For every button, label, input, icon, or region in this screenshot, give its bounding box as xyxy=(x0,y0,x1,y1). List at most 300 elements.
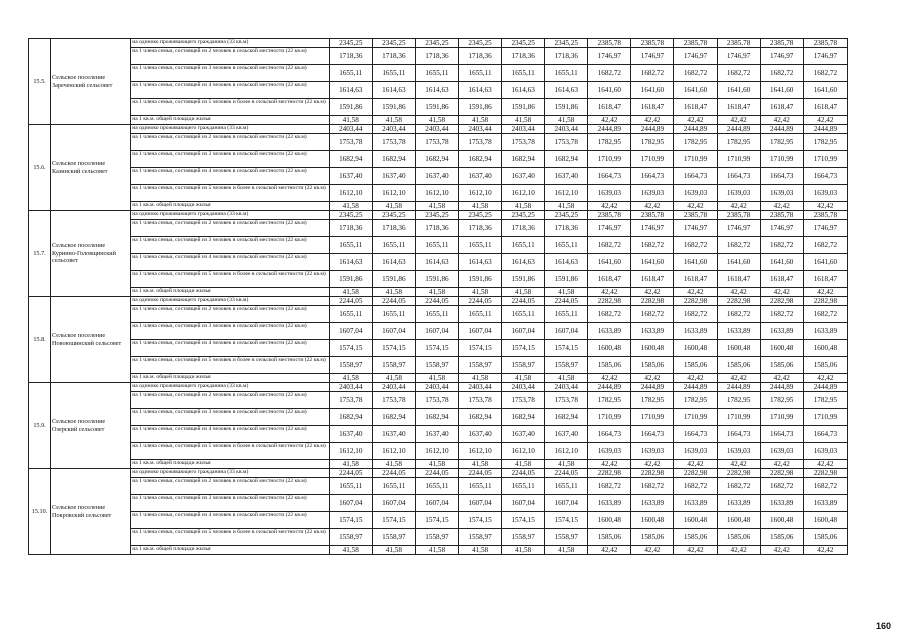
value-cell: 2244,05 xyxy=(502,297,545,306)
value-cell: 2244,05 xyxy=(459,469,502,478)
value-cell: 42,42 xyxy=(760,374,803,383)
value-cell: 1682,94 xyxy=(372,151,415,168)
value-cell: 1664,73 xyxy=(717,168,760,185)
value-cell: 42,42 xyxy=(674,288,717,297)
value-cell: 1600,48 xyxy=(803,340,847,357)
value-cell: 1607,04 xyxy=(372,495,415,512)
value-cell: 2282,98 xyxy=(631,297,674,306)
value-cell: 42,42 xyxy=(803,202,847,211)
value-cell: 1600,48 xyxy=(717,340,760,357)
settlement-name: Сельское поселение Зареченский сельсовет xyxy=(51,39,131,125)
value-cell: 1614,63 xyxy=(459,254,502,271)
value-cell: 1633,89 xyxy=(803,323,847,340)
value-cell: 1782,95 xyxy=(674,134,717,151)
value-cell: 41,58 xyxy=(329,116,372,125)
value-cell: 42,42 xyxy=(760,288,803,297)
value-cell: 2444,89 xyxy=(803,383,847,392)
value-cell: 1618,47 xyxy=(760,99,803,116)
value-cell: 1607,04 xyxy=(502,495,545,512)
value-cell: 1682,94 xyxy=(502,151,545,168)
value-cell: 1614,63 xyxy=(329,254,372,271)
value-cell: 1585,06 xyxy=(674,357,717,374)
value-cell: 1639,03 xyxy=(717,185,760,202)
value-cell: 1558,97 xyxy=(545,357,588,374)
value-cell: 1718,36 xyxy=(372,48,415,65)
value-cell: 1655,11 xyxy=(502,237,545,254)
value-cell: 1585,06 xyxy=(631,357,674,374)
value-cell: 1558,97 xyxy=(459,529,502,546)
value-cell: 1682,72 xyxy=(717,237,760,254)
value-cell: 1585,06 xyxy=(631,529,674,546)
table-row xyxy=(29,168,848,185)
table-row xyxy=(29,202,848,211)
value-cell: 42,42 xyxy=(760,116,803,125)
value-cell: 1591,86 xyxy=(459,271,502,288)
value-cell: 1682,72 xyxy=(803,306,847,323)
value-cell: 1639,03 xyxy=(588,443,631,460)
value-cell: 1655,11 xyxy=(372,65,415,82)
value-cell: 2444,89 xyxy=(717,125,760,134)
value-cell: 1753,78 xyxy=(372,134,415,151)
value-cell: 1710,99 xyxy=(631,151,674,168)
value-cell: 42,42 xyxy=(588,116,631,125)
value-cell: 1718,36 xyxy=(459,48,502,65)
value-cell: 1710,99 xyxy=(588,151,631,168)
value-cell: 1585,06 xyxy=(803,529,847,546)
value-cell: 2444,89 xyxy=(631,383,674,392)
table-row xyxy=(29,409,848,426)
value-cell: 1746,97 xyxy=(631,220,674,237)
value-cell: 1718,36 xyxy=(545,220,588,237)
value-cell: 1782,95 xyxy=(717,134,760,151)
value-cell: 1718,36 xyxy=(415,220,458,237)
value-cell: 1718,36 xyxy=(329,220,372,237)
value-cell: 1614,63 xyxy=(372,82,415,99)
row-description: на одиноко проживающего гражданина (33 кв.м) xyxy=(131,39,329,48)
value-cell: 1612,10 xyxy=(329,443,372,460)
value-cell: 1710,99 xyxy=(674,409,717,426)
table-body xyxy=(29,39,848,555)
value-cell: 1655,11 xyxy=(545,237,588,254)
value-cell: 2444,89 xyxy=(717,383,760,392)
section-number: 15.5. xyxy=(29,39,51,125)
value-cell: 1633,89 xyxy=(631,495,674,512)
value-cell: 2444,89 xyxy=(760,383,803,392)
value-cell: 1710,99 xyxy=(717,409,760,426)
value-cell: 1585,06 xyxy=(760,357,803,374)
value-cell: 42,42 xyxy=(588,202,631,211)
value-cell: 41,58 xyxy=(502,202,545,211)
value-cell: 1682,72 xyxy=(760,478,803,495)
value-cell: 1612,10 xyxy=(459,185,502,202)
table-row xyxy=(29,529,848,546)
value-cell: 1682,72 xyxy=(760,237,803,254)
value-cell: 2345,25 xyxy=(545,39,588,48)
value-cell: 1639,03 xyxy=(674,185,717,202)
value-cell: 1753,78 xyxy=(545,134,588,151)
table-row xyxy=(29,478,848,495)
settlement-name: Сельское поселение Озерский сельсовет xyxy=(51,383,131,469)
table-row xyxy=(29,443,848,460)
table-row xyxy=(29,392,848,409)
value-cell: 2385,78 xyxy=(588,211,631,220)
value-cell: 1641,60 xyxy=(760,254,803,271)
row-description: на 1 члена семьи, состоящей из 2 человек в сельской местности (22 кв.м) xyxy=(131,478,329,495)
section-number: 15.10. xyxy=(29,469,51,555)
value-cell: 2385,78 xyxy=(631,39,674,48)
value-cell: 1641,60 xyxy=(803,82,847,99)
value-cell: 1574,15 xyxy=(329,512,372,529)
value-cell: 1633,89 xyxy=(588,323,631,340)
value-cell: 41,58 xyxy=(415,374,458,383)
value-cell: 42,42 xyxy=(631,288,674,297)
value-cell: 1607,04 xyxy=(329,495,372,512)
value-cell: 1558,97 xyxy=(415,529,458,546)
value-cell: 41,58 xyxy=(459,546,502,555)
value-cell: 1612,10 xyxy=(545,185,588,202)
table-row xyxy=(29,426,848,443)
value-cell: 1655,11 xyxy=(372,478,415,495)
value-cell: 1753,78 xyxy=(459,392,502,409)
row-description: на 1 кв.м. общей площади жилья xyxy=(131,202,329,211)
value-cell: 1633,89 xyxy=(760,323,803,340)
value-cell: 1753,78 xyxy=(415,392,458,409)
table-row xyxy=(29,383,848,392)
value-cell: 41,58 xyxy=(372,202,415,211)
value-cell: 1664,73 xyxy=(631,168,674,185)
value-cell: 1753,78 xyxy=(329,134,372,151)
value-cell: 1664,73 xyxy=(803,426,847,443)
value-cell: 1591,86 xyxy=(545,271,588,288)
value-cell: 1664,73 xyxy=(674,426,717,443)
value-cell: 41,58 xyxy=(545,116,588,125)
row-description: на одиноко проживающего гражданина (33 кв.м) xyxy=(131,297,329,306)
value-cell: 1655,11 xyxy=(329,478,372,495)
value-cell: 2282,98 xyxy=(803,297,847,306)
row-description: на 1 члена семьи, состоящей из 2 человек в сельской местности (22 кв.м) xyxy=(131,220,329,237)
value-cell: 1618,47 xyxy=(803,99,847,116)
value-cell: 42,42 xyxy=(631,374,674,383)
value-cell: 1618,47 xyxy=(631,99,674,116)
row-description: на 1 члена семьи, состоящей из 4 человек в сельской местности (22 кв.м) xyxy=(131,426,329,443)
value-cell: 1746,97 xyxy=(760,220,803,237)
value-cell: 42,42 xyxy=(717,116,760,125)
row-description: на 1 кв.м. общей площади жилья xyxy=(131,116,329,125)
value-cell: 1574,15 xyxy=(545,340,588,357)
value-cell: 1655,11 xyxy=(459,237,502,254)
value-cell: 1753,78 xyxy=(545,392,588,409)
value-cell: 1600,48 xyxy=(588,512,631,529)
value-cell: 2385,78 xyxy=(717,39,760,48)
value-cell: 1682,94 xyxy=(545,409,588,426)
value-cell: 1753,78 xyxy=(502,392,545,409)
value-cell: 1591,86 xyxy=(415,99,458,116)
value-cell: 1746,97 xyxy=(588,220,631,237)
value-cell: 41,58 xyxy=(415,116,458,125)
table-row xyxy=(29,151,848,168)
value-cell: 2345,25 xyxy=(329,39,372,48)
value-cell: 1574,15 xyxy=(329,340,372,357)
value-cell: 42,42 xyxy=(717,288,760,297)
value-cell: 2282,98 xyxy=(588,469,631,478)
value-cell: 41,58 xyxy=(459,460,502,469)
value-cell: 1612,10 xyxy=(502,185,545,202)
value-cell: 1591,86 xyxy=(545,99,588,116)
value-cell: 1614,63 xyxy=(502,254,545,271)
value-cell: 1682,94 xyxy=(372,409,415,426)
value-cell: 1782,95 xyxy=(803,392,847,409)
value-cell: 1633,89 xyxy=(717,323,760,340)
value-cell: 1614,63 xyxy=(545,82,588,99)
value-cell: 41,58 xyxy=(502,546,545,555)
value-cell: 42,42 xyxy=(674,116,717,125)
value-cell: 1682,72 xyxy=(588,478,631,495)
row-description: на одиноко проживающего гражданина (33 кв.м) xyxy=(131,383,329,392)
value-cell: 1710,99 xyxy=(717,151,760,168)
value-cell: 2403,44 xyxy=(329,383,372,392)
value-cell: 42,42 xyxy=(631,202,674,211)
value-cell: 1637,40 xyxy=(502,426,545,443)
value-cell: 1718,36 xyxy=(545,48,588,65)
table-row xyxy=(29,306,848,323)
value-cell: 1682,94 xyxy=(459,151,502,168)
value-cell: 2403,44 xyxy=(415,383,458,392)
table-row xyxy=(29,271,848,288)
value-cell: 1637,40 xyxy=(545,168,588,185)
value-cell: 42,42 xyxy=(674,546,717,555)
value-cell: 1633,89 xyxy=(674,323,717,340)
row-description: на 1 кв.м. общей площади жилья xyxy=(131,460,329,469)
value-cell: 2345,25 xyxy=(502,39,545,48)
value-cell: 1614,63 xyxy=(502,82,545,99)
value-cell: 1618,47 xyxy=(717,271,760,288)
value-cell: 1585,06 xyxy=(717,529,760,546)
value-cell: 1682,72 xyxy=(631,237,674,254)
value-cell: 1574,15 xyxy=(372,340,415,357)
value-cell: 1655,11 xyxy=(459,65,502,82)
value-cell: 1637,40 xyxy=(545,426,588,443)
value-cell: 1612,10 xyxy=(545,443,588,460)
value-cell: 1655,11 xyxy=(329,306,372,323)
value-cell: 1655,11 xyxy=(329,65,372,82)
value-cell: 1746,97 xyxy=(631,48,674,65)
value-cell: 42,42 xyxy=(631,546,674,555)
value-cell: 1682,72 xyxy=(760,306,803,323)
value-cell: 1607,04 xyxy=(329,323,372,340)
value-cell: 1612,10 xyxy=(459,443,502,460)
value-cell: 1612,10 xyxy=(415,185,458,202)
value-cell: 1641,60 xyxy=(588,254,631,271)
value-cell: 1558,97 xyxy=(329,529,372,546)
value-cell: 2345,25 xyxy=(329,211,372,220)
value-cell: 1664,73 xyxy=(760,168,803,185)
row-description: на 1 члена семьи, состоящей из 5 человек и более в сельской местности (22 кв.м) xyxy=(131,443,329,460)
value-cell: 42,42 xyxy=(803,374,847,383)
value-cell: 2282,98 xyxy=(631,469,674,478)
value-cell: 1710,99 xyxy=(760,151,803,168)
value-cell: 1746,97 xyxy=(674,48,717,65)
value-cell: 41,58 xyxy=(502,288,545,297)
value-cell: 1607,04 xyxy=(459,323,502,340)
table-row xyxy=(29,357,848,374)
row-description: на 1 члена семьи, состоящей из 4 человек в сельской местности (22 кв.м) xyxy=(131,512,329,529)
value-cell: 1682,72 xyxy=(588,306,631,323)
value-cell: 1641,60 xyxy=(631,254,674,271)
value-cell: 1655,11 xyxy=(415,478,458,495)
value-cell: 1655,11 xyxy=(545,65,588,82)
value-cell: 1633,89 xyxy=(803,495,847,512)
value-cell: 1633,89 xyxy=(760,495,803,512)
value-cell: 1641,60 xyxy=(760,82,803,99)
value-cell: 2345,25 xyxy=(459,39,502,48)
row-description: на 1 члена семьи, состоящей из 2 человек в сельской местности (22 кв.м) xyxy=(131,306,329,323)
value-cell: 1618,47 xyxy=(588,271,631,288)
value-cell: 1607,04 xyxy=(545,495,588,512)
value-cell: 2403,44 xyxy=(545,383,588,392)
value-cell: 42,42 xyxy=(717,202,760,211)
value-cell: 1682,72 xyxy=(717,65,760,82)
value-cell: 1633,89 xyxy=(674,495,717,512)
row-description: на 1 члена семьи, состоящей из 4 человек в сельской местности (22 кв.м) xyxy=(131,168,329,185)
settlement-name: Сельское поселение Новоюшинский сельсовет xyxy=(51,297,131,383)
value-cell: 1607,04 xyxy=(459,495,502,512)
value-cell: 1664,73 xyxy=(760,426,803,443)
value-cell: 1585,06 xyxy=(674,529,717,546)
table-row xyxy=(29,469,848,478)
value-cell: 1612,10 xyxy=(329,185,372,202)
value-cell: 2244,05 xyxy=(329,297,372,306)
value-cell: 1637,40 xyxy=(329,426,372,443)
value-cell: 1664,73 xyxy=(588,168,631,185)
value-cell: 1753,78 xyxy=(459,134,502,151)
table-row xyxy=(29,65,848,82)
value-cell: 41,58 xyxy=(459,288,502,297)
value-cell: 1664,73 xyxy=(717,426,760,443)
table-row xyxy=(29,185,848,202)
value-cell: 1710,99 xyxy=(803,409,847,426)
value-cell: 2345,25 xyxy=(372,39,415,48)
value-cell: 41,58 xyxy=(502,460,545,469)
value-cell: 1612,10 xyxy=(502,443,545,460)
value-cell: 1600,48 xyxy=(717,512,760,529)
value-cell: 1782,95 xyxy=(588,134,631,151)
row-description: на 1 члена семьи, состоящей из 3 человек в сельской местности (22 кв.м) xyxy=(131,409,329,426)
value-cell: 2244,05 xyxy=(415,469,458,478)
value-cell: 1718,36 xyxy=(415,48,458,65)
value-cell: 41,58 xyxy=(545,460,588,469)
value-cell: 2385,78 xyxy=(631,211,674,220)
value-cell: 42,42 xyxy=(674,460,717,469)
value-cell: 1682,72 xyxy=(588,65,631,82)
value-cell: 1637,40 xyxy=(372,426,415,443)
value-cell: 41,58 xyxy=(415,546,458,555)
value-cell: 1614,63 xyxy=(459,82,502,99)
value-cell: 42,42 xyxy=(631,460,674,469)
value-cell: 1718,36 xyxy=(329,48,372,65)
value-cell: 1655,11 xyxy=(372,237,415,254)
value-cell: 1682,72 xyxy=(803,478,847,495)
value-cell: 1639,03 xyxy=(760,185,803,202)
value-cell: 1682,94 xyxy=(415,151,458,168)
row-description: на 1 кв.м. общей площади жилья xyxy=(131,546,329,555)
value-cell: 42,42 xyxy=(803,288,847,297)
table-row xyxy=(29,546,848,555)
row-description: на 1 члена семьи, состоящей из 3 человек в сельской местности (22 кв.м) xyxy=(131,495,329,512)
value-cell: 1664,73 xyxy=(674,168,717,185)
value-cell: 1710,99 xyxy=(631,409,674,426)
value-cell: 1574,15 xyxy=(372,512,415,529)
value-cell: 41,58 xyxy=(502,116,545,125)
value-cell: 1607,04 xyxy=(502,323,545,340)
value-cell: 2244,05 xyxy=(372,297,415,306)
value-cell: 1600,48 xyxy=(588,340,631,357)
table-row xyxy=(29,134,848,151)
value-cell: 1655,11 xyxy=(415,237,458,254)
value-cell: 1558,97 xyxy=(415,357,458,374)
value-cell: 1591,86 xyxy=(502,99,545,116)
value-cell: 2444,89 xyxy=(631,125,674,134)
value-cell: 1585,06 xyxy=(588,529,631,546)
value-cell: 1682,72 xyxy=(631,65,674,82)
value-cell: 2403,44 xyxy=(545,125,588,134)
value-cell: 1641,60 xyxy=(674,254,717,271)
table-row xyxy=(29,39,848,48)
value-cell: 41,58 xyxy=(545,546,588,555)
value-cell: 1710,99 xyxy=(803,151,847,168)
value-cell: 2403,44 xyxy=(459,383,502,392)
value-cell: 1753,78 xyxy=(329,392,372,409)
value-cell: 41,58 xyxy=(372,546,415,555)
value-cell: 2345,25 xyxy=(502,211,545,220)
value-cell: 1558,97 xyxy=(502,357,545,374)
table-row xyxy=(29,340,848,357)
value-cell: 2282,98 xyxy=(717,469,760,478)
value-cell: 2385,78 xyxy=(803,211,847,220)
value-cell: 1782,95 xyxy=(588,392,631,409)
value-cell: 41,58 xyxy=(329,460,372,469)
value-cell: 1585,06 xyxy=(803,357,847,374)
value-cell: 1639,03 xyxy=(803,443,847,460)
value-cell: 1718,36 xyxy=(459,220,502,237)
value-cell: 41,58 xyxy=(545,374,588,383)
value-cell: 1641,60 xyxy=(717,82,760,99)
value-cell: 1655,11 xyxy=(415,65,458,82)
value-cell: 1682,94 xyxy=(459,409,502,426)
value-cell: 41,58 xyxy=(415,288,458,297)
settlement-name: Сельское поселение Куриино-Головщинский сельсовет xyxy=(51,211,131,297)
value-cell: 2385,78 xyxy=(588,39,631,48)
value-cell: 2385,78 xyxy=(760,39,803,48)
value-cell: 1614,63 xyxy=(415,254,458,271)
value-cell: 42,42 xyxy=(760,460,803,469)
value-cell: 1600,48 xyxy=(631,512,674,529)
value-cell: 1639,03 xyxy=(803,185,847,202)
value-cell: 2345,25 xyxy=(415,211,458,220)
value-cell: 2444,89 xyxy=(803,125,847,134)
value-cell: 2385,78 xyxy=(717,211,760,220)
value-cell: 1682,72 xyxy=(803,237,847,254)
value-cell: 2345,25 xyxy=(372,211,415,220)
value-cell: 1664,73 xyxy=(803,168,847,185)
row-description: на 1 члена семьи, состоящей из 5 человек и более в сельской местности (22 кв.м) xyxy=(131,357,329,374)
value-cell: 1637,40 xyxy=(415,426,458,443)
settlement-name: Сельское поселение Казинский сельсовет xyxy=(51,125,131,211)
value-cell: 1591,86 xyxy=(329,99,372,116)
value-cell: 1682,72 xyxy=(717,306,760,323)
value-cell: 1574,15 xyxy=(502,512,545,529)
value-cell: 1718,36 xyxy=(502,48,545,65)
value-cell: 2385,78 xyxy=(674,39,717,48)
